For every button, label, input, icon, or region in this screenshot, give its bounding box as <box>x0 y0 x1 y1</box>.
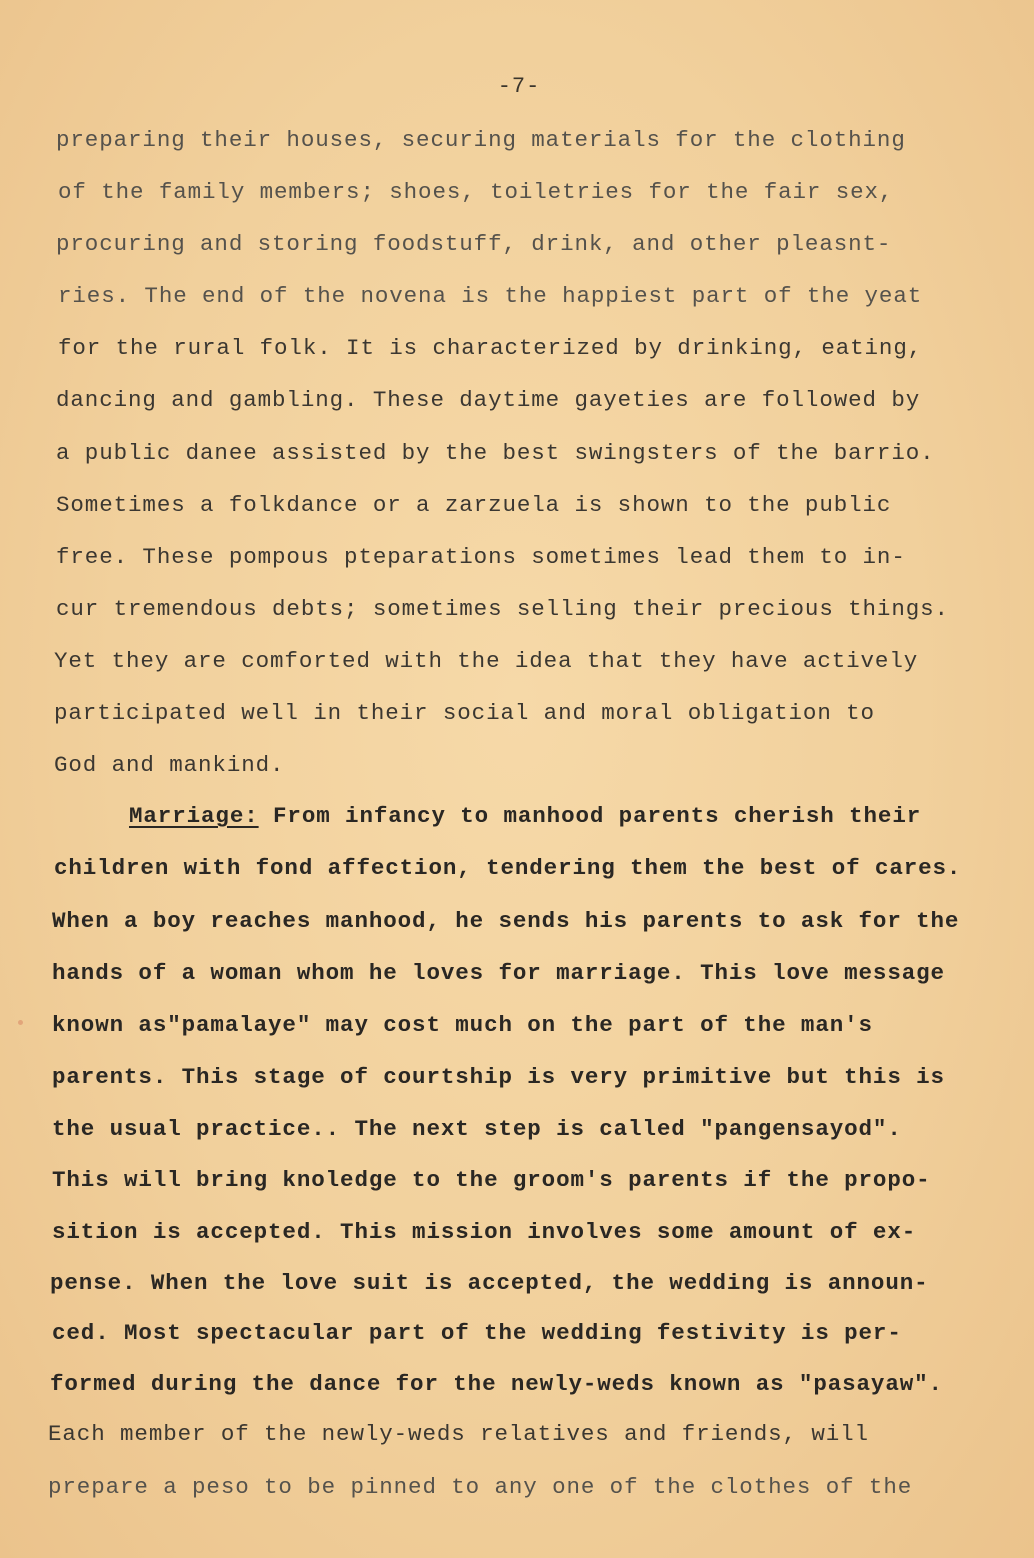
text-line: participated well in their social and moral obligation to <box>54 700 875 726</box>
text-line: children with fond affection, tendering them the best of cares. <box>54 855 962 881</box>
text-line: known as"pamalaye" may cost much on the part of the man's <box>52 1012 873 1038</box>
section-heading: Marriage: <box>129 803 259 829</box>
text-line: procuring and storing foodstuff, drink, and other pleasnt- <box>56 231 892 257</box>
text-line: ries. The end of the novena is the happiest part of the yeat <box>58 283 923 309</box>
text-line: prepare a peso to be pinned to any one of the clothes of the <box>48 1474 913 1500</box>
text-line: dancing and gambling. These daytime gayeties are followed by <box>56 387 921 413</box>
paragraph-first-line <box>129 801 921 831</box>
text-line: preparing their houses, securing materials for the clothing <box>56 127 906 153</box>
text-line: the usual practice.. The next step is called "pangensayod". <box>52 1116 902 1142</box>
text-segment: From infancy to manhood parents cherish their <box>258 803 922 829</box>
text-line: formed during the dance for the newly-weds known as "pasayaw". <box>50 1371 943 1397</box>
text-line: of the family members; shoes, toiletries for the fair sex, <box>58 179 894 205</box>
text-line: hands of a woman whom he loves for marriage. This love message <box>52 960 945 986</box>
text-line: cur tremendous debts; sometimes selling their precious things. <box>56 596 949 622</box>
text-line: When a boy reaches manhood, he sends his parents to ask for the <box>52 908 960 934</box>
text-line: Yet they are comforted with the idea that they have actively <box>54 648 919 674</box>
text-line: parents. This stage of courtship is very primitive but this is <box>52 1064 945 1090</box>
text-line: This will bring knoledge to the groom's parents if the propo- <box>52 1167 931 1193</box>
text-line: God and mankind. <box>54 752 285 778</box>
text-line: Sometimes a folkdance or a zarzuela is shown to the public <box>56 492 892 518</box>
paper-stain <box>18 1020 23 1025</box>
text-line: free. These pompous pteparations sometimes lead them to in- <box>56 544 906 570</box>
text-line: pense. When the love suit is accepted, the wedding is announ- <box>50 1270 929 1296</box>
text-line: for the rural folk. It is characterized by drinking, eating, <box>58 335 923 361</box>
text-line: a public danee assisted by the best swingsters of the barrio. <box>56 440 935 466</box>
page-number: -7- <box>497 74 541 99</box>
text-line: ced. Most spectacular part of the wedding festivity is per- <box>52 1320 902 1346</box>
text-line: sition is accepted. This mission involves some amount of ex- <box>52 1219 917 1245</box>
text-line: Each member of the newly-weds relatives and friends, will <box>48 1421 869 1447</box>
